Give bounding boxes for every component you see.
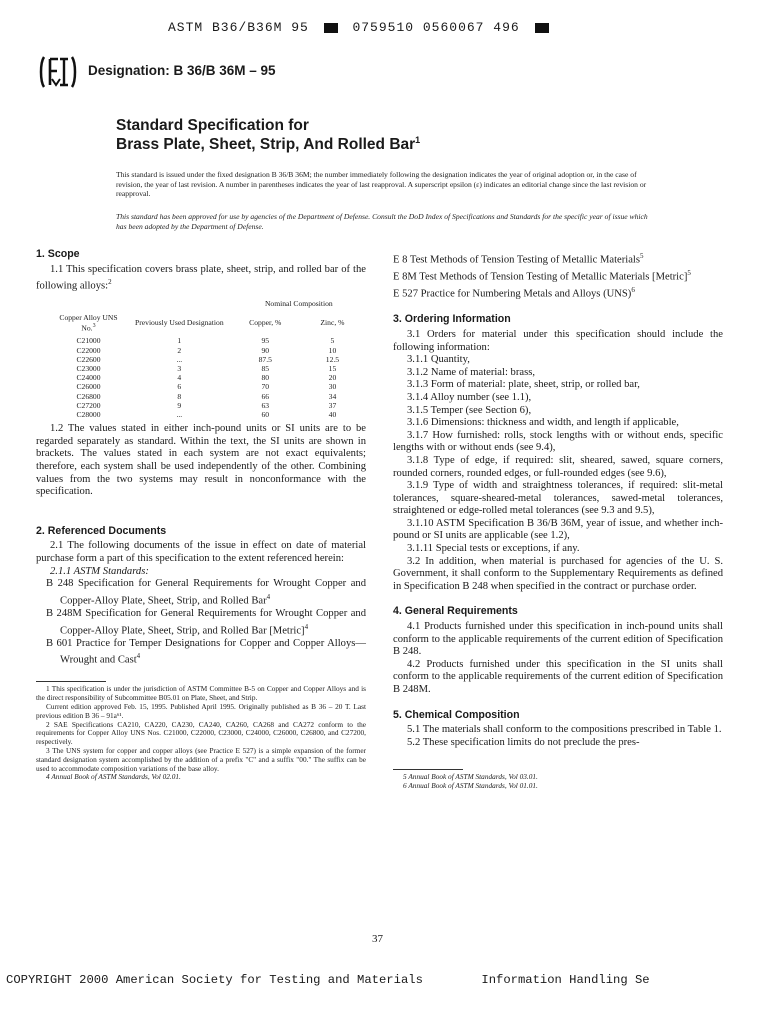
reference-item: B 601 Practice for Temper Designations for Copper and Copper Alloys—Wrought and Cast$^4$ — [46, 637, 366, 666]
list-item: 3.1.3 Form of material: plate, sheet, strip, or rolled bar, — [407, 379, 640, 391]
paragraph-4-1: 4.1 Products furnished under this specification in inch-pound units shall conform to the applicable requirements of the current edition of Specification B 248. — [393, 621, 723, 658]
right-column — [393, 250, 723, 791]
table-row: C22000 2 90 10 — [76, 345, 337, 355]
list-item: 3.1.1 Quantity, — [407, 354, 470, 366]
paragraph-5-1: 5.1 The materials shall conform to the compositions prescribed in Table 1. — [407, 724, 722, 736]
table-row: C26800 8 66 34 — [76, 391, 337, 401]
list-item: 3.1.6 Dimensions: thickness and width, and length if applicable, — [407, 417, 679, 429]
table-header-designation: Previously Used Designation — [135, 317, 224, 327]
document-header-code — [168, 20, 555, 35]
footnote: 6 Annual Book of ASTM Standards, Vol 01.01. — [403, 781, 538, 791]
footnotes-right — [393, 773, 723, 791]
footnote: 5 Annual Book of ASTM Standards, Vol 03.01. — [403, 772, 538, 782]
list-item: 3.1.11 Special tests or exceptions, if any. — [407, 543, 580, 555]
paragraph-3-2: 3.2 In addition, when material is purchased for agencies of the U. S. Government, it shall conform to the Supplementary Requirements as defined in Specification B 248 when specified in the contract or purchase order. — [393, 555, 723, 592]
copyright-footer: COPYRIGHT 2000 American Society for Testing and Materials Information Handling Se — [6, 973, 650, 987]
list-item: 3.1.9 Type of width and straightness tolerances, if required: slit-metal tolerances, square-sheared-metal tolerances, sawed-metal tolerances, straightened or edge-rolled metal tolerances (see 9.3 and 9.5), — [393, 480, 723, 517]
footnote: Current edition approved Feb. 15, 1995. Published April 1995. Originally published as B 36 – 20 T. Last previous edition B 36 – 91a⁶¹. — [36, 701, 366, 720]
page-number: 37 — [372, 933, 383, 945]
left-column — [36, 248, 366, 782]
title-line-2 — [116, 135, 420, 154]
paragraph-1-1: 1.1 This specification covers brass plate, sheet, strip, and rolled bar of the following alloys:$^2$ — [36, 263, 366, 292]
section-heading-referenced: 2. Referenced Documents — [36, 524, 167, 537]
designation: Designation: B 36/B 36M – 95 — [88, 63, 276, 78]
list-item: 3.1.4 Alloy number (see 1.1), — [407, 391, 532, 403]
footnote: 4 Annual Book of ASTM Standards, Vol 02.01. — [46, 772, 181, 782]
preface-dod-paragraph: This standard has been approved for use by agencies of the Department of Defense. Consult the DoD Index of Specifications and Standards for the specific year of issue which has been adopted by the Department of Defense. — [116, 212, 648, 231]
footnote-rule — [393, 769, 463, 770]
table-group-header: Nominal Composition — [264, 299, 333, 309]
title-text: Brass Plate, Sheet, Strip, And Rolled Bar — [116, 136, 416, 154]
table-row: C21000 1 95 5 — [76, 336, 335, 346]
section-heading-scope: 1. Scope — [36, 248, 80, 260]
reference-item: E 8 Test Methods of Tension Testing of Metallic Materials$^5$ — [393, 252, 644, 266]
table-header-zinc: Zinc, % — [320, 317, 345, 327]
table-header-copper: Copper, % — [249, 317, 282, 327]
footnotes-left — [36, 685, 366, 782]
header-number-text: 0759510 0560067 496 — [352, 20, 520, 35]
reference-item: E 527 Practice for Numbering Metals and Alloys (UNS)$^6$ — [393, 286, 635, 300]
section-heading-ordering: 3. Ordering Information — [393, 313, 511, 326]
paragraph-3-1: 3.1 Orders for material under this specification should include the following information: — [393, 328, 723, 353]
table-row: C28000 ... 60 40 — [76, 410, 337, 420]
reference-item: B 248 Specification for General Requirements for Wrought Copper and Copper-Alloy Plate, Sheet, Strip, and Rolled Bar$^4$ — [46, 578, 366, 607]
table-row: C22600 ... 87.5 12.5 — [76, 354, 340, 364]
paragraph-5-2: 5.2 These specification limits do not preclude the pres- — [407, 736, 640, 748]
footnote: 1 This specification is under the jurisdiction of ASTM Committee B-5 on Copper and Copper Alloys and is the direct responsibility of Subcommittee B05.01 on Plate, Sheet, and Strip. — [36, 684, 366, 703]
header-code-text: ASTM B36/B36M 95 — [168, 20, 309, 35]
table-row: C24000 4 80 20 — [76, 373, 337, 383]
list-item: 3.1.2 Name of material: brass, — [407, 366, 535, 378]
paragraph-1-2: 1.2 The values stated in either inch-pound units or SI units are to be regarded separately as standard. Within the text, the SI units are shown in brackets. The values stated in each system are not exact equivalents; therefore, each system shall be used independently of the other. Combining values from the two systems may result in nonconformance with the specification. — [36, 423, 366, 498]
table-row: C23000 3 85 15 — [76, 364, 337, 374]
paragraph-2-1: 2.1 The following documents of the issue in effect on date of material purchase form a part of this specification to the extent referenced herein: — [36, 540, 366, 565]
footnote: 3 The UNS system for copper and copper alloys (see Practice E 527) is a simple expansion of the former standard designation system accomplished by the addition of a prefix "C" and a suffix "00." The suffix can be used to accommodate composition variations of the base alloy. — [36, 745, 366, 773]
title-line-1: Standard Specification for — [116, 117, 309, 134]
table-header-uns: Copper Alloy UNS No.$^3$ — [59, 312, 118, 333]
black-block-mark — [324, 23, 338, 33]
section-heading-chemical: 5. Chemical Composition — [393, 708, 520, 721]
table-row: C26000 6 70 30 — [76, 382, 337, 392]
table-row: C27200 9 63 37 — [76, 400, 337, 410]
reference-item: E 8M Test Methods of Tension Testing of Metallic Materials [Metric]$^5$ — [393, 269, 691, 283]
alloy-table — [50, 299, 366, 419]
astm-logo-icon — [38, 53, 78, 96]
black-block-mark — [535, 23, 549, 33]
footnote-rule — [36, 681, 106, 682]
footnote: 2 SAE Specifications CA210, CA220, CA230, CA240, CA260, CA268 and CA272 conform to the requirements for Copper Alloy UNS Nos. C21000, C22000, C23000, C24000, C26000, C26800, and C27200, respectively. — [36, 719, 366, 747]
reference-item: B 248M Specification for General Requirements for Wrought Copper and Copper-Alloy Plate, Sheet, Strip, and Rolled Bar [Metric]$^4$ — [46, 607, 366, 637]
list-item: 3.1.5 Temper (see Section 6), — [407, 404, 532, 416]
list-item: 3.1.7 How furnished: rolls, stock lengths with or without ends, specific lengths with or without ends (see 9.4), — [393, 429, 723, 454]
paragraph-4-2: 4.2 Products furnished under this specification in the SI units shall conform to the applicable requirements of the current edition of Specification B 248M. — [393, 658, 723, 695]
list-item: 3.1.10 ASTM Specification B 36/B 36M, year of issue, and whether inch-pound or SI units are applicable (see 1.2), — [393, 517, 723, 542]
paragraph-2-1-1: 2.1.1 ASTM Standards: — [50, 565, 149, 577]
list-item: 3.1.8 Type of edge, if required: slit, sheared, sawed, square corners, rounded corners, rounded edges, or full-rounded edges (see 9.6), — [393, 454, 723, 479]
section-heading-general: 4. General Requirements — [393, 605, 518, 618]
title-footnote-mark: 1 — [415, 135, 421, 145]
preface-paragraph: This standard is issued under the fixed designation B 36/B 36M; the number immediately following the designation indicates the year of original adoption or, in the case of revision, the year of last revision. A number in parentheses indicates the year of last reapproval. A superscript epsilon (ε) indicates an editorial change since the last revision or reapproval. — [116, 170, 647, 198]
